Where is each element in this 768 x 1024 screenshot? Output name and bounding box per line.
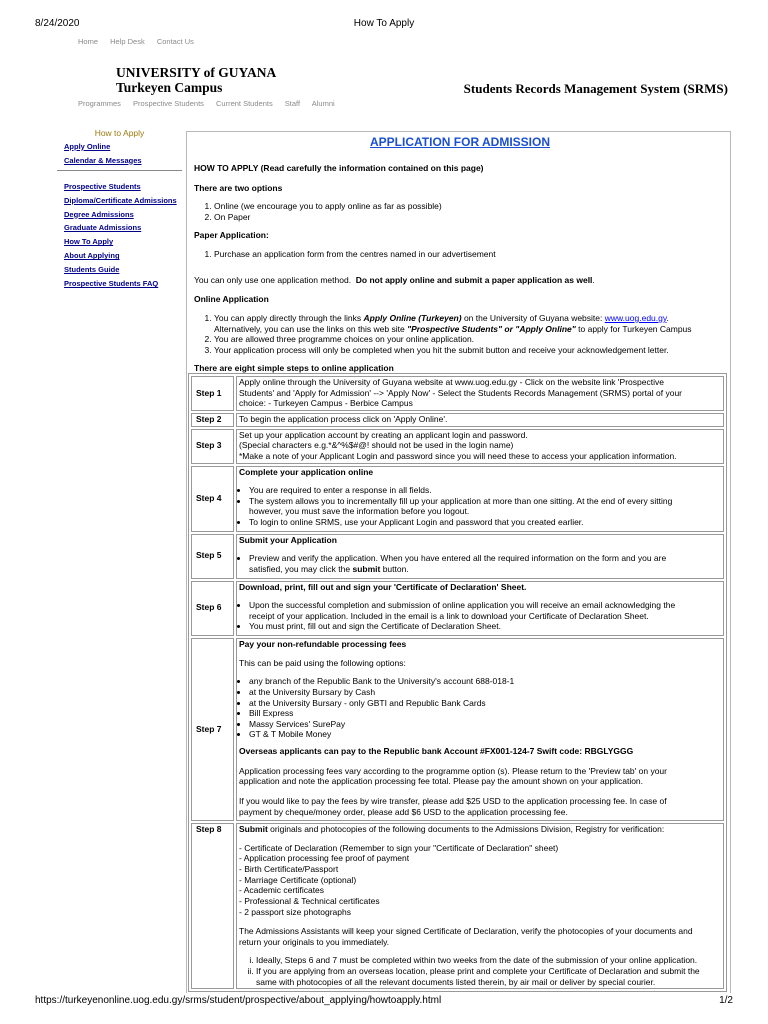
university-line2: Turkeyen Campus [116,79,223,95]
sidebar-item-about-applying[interactable]: About Applying [64,251,120,261]
print-url: https://turkeyenonline.uog.edu.gy/srms/student/prospective/about_applying/howtoapply.html [35,995,442,1006]
step-1-cell: Apply online through the University of Guyana website at www.uog.edu.gy - Click on the website link 'Prospective Students' and 'Apply for Admission' --> 'Apply Now' - Select the Students Records Management (SRMS) portal of your choice: - Turkeyen Campus - Berbice Campus [236,376,724,411]
online-application-heading: Online Application [194,294,269,305]
step-label: Step 4 [191,466,234,532]
step-label: Step 1 [191,376,234,411]
table-row [191,376,724,411]
sidebar-divider [57,170,182,171]
options-list [194,201,726,222]
list-item: 2. You are allowed three programme choices on your online application. [214,334,726,345]
top-nav-help-desk[interactable]: Help Desk [110,37,145,46]
step-label: Step 8 [191,823,234,989]
step-8-cell: Submit originals and photocopies of the following documents to the Admissions Division, Registry for verification: - Certificate of Declaration (Remember to sign your "Certificate of Declaration" sheet) - Application processing fee proof of payment - Birth Certificate/Passport - Marriage Certificate (optional) - Academic certificates - Professional & Technical certificates - 2 passport size photographs The Admissions Assistants will keep your signed Certificate of Declaration, verify the photocopies of your documents and return your originals to you immediately. i. Ideally, Steps 6 and 7 must be completed within two weeks from the date of the submission of your online application. ii. If you are applying from an overseas location, please print and complete your Certificate of Declaration and submit the same with photocopies of all the relevant documents listed therein, by air mail or deliver by special courier. [236,823,724,989]
step-4-cell: Complete your application online • You are required to enter a response in all fields. • The system allows you to incrementally fill up your application at more than one sitting. At the end of every sitting however, you must save the information before you logout. • To login to online SRMS, use your Applicant Login and password that you created earlier. [236,466,724,532]
step-2-cell: To begin the application process click on 'Apply Online'. [236,413,724,427]
main-nav-programmes[interactable]: Programmes [78,99,121,108]
print-header [35,18,733,30]
eight-steps-heading: There are eight simple steps to online application [194,362,394,373]
two-options-heading: There are two options [194,182,283,193]
table-row [191,823,724,989]
sidebar [57,128,182,293]
main-nav-current-students[interactable]: Current Students [216,99,273,108]
main-content [186,131,731,993]
table-row [191,466,724,532]
step-7-cell: Pay your non-refundable processing fees This can be paid using the following options: • any branch of the Republic Bank to the University's account 688-018-1 • at the University Bursary by Cash • at the University Bursary - only GBTI and Republic Bank Cards • Bill Express • Massy Services' SurePay • GT & T Mobile Money Overseas applicants can pay to the Republic bank Account #FX001-124-7 Swift code: RBGLYGGG Application processing fees vary according to the programme option (s). Please return to the 'Preview tab' on your application and note the application processing fee total. Please pay the amount shown on your application. If you would like to pay the fees by wire transfer, please add $25 USD to the application processing fee. In case of payment by cheque/money order, please add $6 USD to the application processing fee. [236,638,724,821]
table-row [191,413,724,427]
online-list [194,313,726,356]
print-page-title: How To Apply [353,18,415,29]
top-nav [78,37,204,46]
sidebar-item-prospective-students[interactable]: Prospective Students [64,181,141,191]
step-label: Step 7 [191,638,234,821]
step-label: Step 3 [191,429,234,464]
sidebar-item-prospective-students-faq[interactable]: Prospective Students FAQ [64,279,159,289]
step-6-cell: Download, print, fill out and sign your 'Certificate of Declaration' Sheet. • Upon the successful completion and submission of online application you will receive an email acknowledging the receipt of your application. Included in the email is a link to download your Certificate of Declaration Sheet. • You must print, fill out and sign the Certificate of Declaration Sheet. [236,581,724,637]
how-to-apply-heading: HOW TO APPLY (Read carefully the information contained on this page) [194,163,484,173]
main-nav-staff[interactable]: Staff [284,99,301,108]
university-name [116,66,276,95]
university-line1: UNIVERSITY of GUYANA [116,65,277,80]
list-item: 3. Your application process will only be completed when you hit the submit button and receive your acknowledgement letter. [214,345,726,356]
step-3-cell: Set up your application account by creating an applicant login and password. (Special characters e.g.*&^%$#@! should not be used in the login name) *Make a note of your Applicant Login and password since you will need these to access your application information. [236,429,724,464]
table-row [191,581,724,637]
sidebar-item-degree-admissions[interactable]: Degree Admissions [64,209,134,219]
step-label: Step 6 [191,581,234,637]
uog-website-link[interactable]: www.uog.edu.gy [604,313,667,323]
one-method-note: You can only use one application method. Do not apply online and submit a paper application as well. [194,274,595,285]
list-item: 2. On Paper [214,212,726,223]
main-nav-alumni[interactable]: Alumni [311,99,335,108]
list-item: 1. You can apply directly through the links Apply Online (Turkeyen) on the University of Guyana website: www.uog.edu.gy. Alternatively, you can use the links on this web site "Prospective Students" or "Apply Online" to apply for Turkeyen Campus [214,313,726,334]
table-row [191,534,724,579]
srms-title: Students Records Management System (SRMS) [463,81,728,96]
page-title: APPLICATION FOR ADMISSION [370,135,550,149]
main-nav [78,99,345,108]
paper-list [194,249,726,260]
step-label: Step 5 [191,534,234,579]
sidebar-item-how-to-apply[interactable]: How To Apply [64,237,114,247]
print-date: 8/24/2020 [35,18,80,29]
list-item: 1. Online (we encourage you to apply online as far as possible) [214,201,726,212]
table-row [191,638,724,821]
sidebar-item-apply-online[interactable]: Apply Online [64,141,111,151]
step-label: Step 2 [191,413,234,427]
sidebar-item-students-guide[interactable]: Students Guide [64,265,120,275]
paper-application-heading: Paper Application: [194,229,269,240]
main-nav-prospective-students[interactable]: Prospective Students [133,99,204,108]
sidebar-item-graduate-admissions[interactable]: Graduate Admissions [64,223,142,233]
table-row [191,429,724,464]
top-nav-contact-us[interactable]: Contact Us [156,37,194,46]
print-footer [35,995,733,1007]
sidebar-item-calendar-messages[interactable]: Calendar & Messages [64,155,142,165]
sidebar-item-diploma-certificate-admissions[interactable]: Diploma/Certificate Admissions [64,195,177,205]
list-item: 1. Purchase an application form from the centres named in our advertisement [214,249,726,260]
top-nav-home[interactable]: Home [78,37,99,46]
step-5-cell: Submit your Application • Preview and verify the application. When you have entered all the required information on the form and you are satisfied, you may click the submit button. [236,534,724,579]
sidebar-title: How to Apply [94,128,145,138]
print-page-number: 1/2 [719,995,733,1006]
steps-table [188,373,727,992]
